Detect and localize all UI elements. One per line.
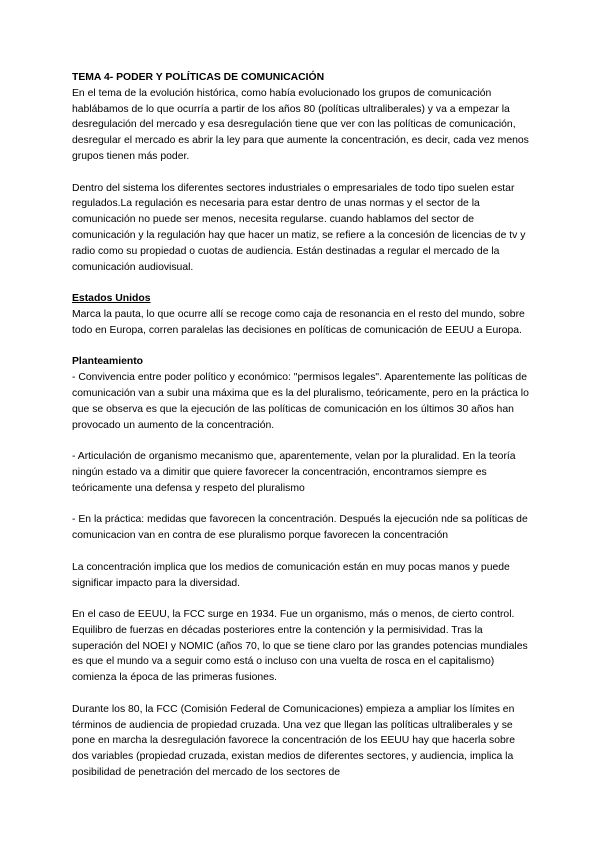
approach-heading: Planteamiento [72, 356, 144, 368]
document-page [72, 70, 534, 781]
eighties-paragraph: Durante los 80, la FCC (Comisión Federal de Comunicaciones) empieza a ampliar los límites en términos de audiencia de propiedad cruzada. Una vez que llegan las políticas ultraliberales y se pone en marcha la desregulación favorece la concentración de los EEUU hay que hacerla sobre dos variables (propiedad cruzada, existan medios de diferentes sectores, y audiencia, implica la posibilidad de penetración del mercado de los sectores de [72, 703, 516, 779]
approach-point-1: - Convivencia entre poder político y económico: "permisos legales". Aparentemente las políticas de comunicación van a subir una máxima que es la del pluralismo, teóricamente, pero en la práctica lo que se observa es que la ejecución de las políticas de comunicación en los últimos 30 años han provocado un aumento de la concentración. [72, 372, 529, 431]
concentration-paragraph: La concentración implica que los medios de comunicación están en muy pocas manos y puede significar impacto para la diversidad. [72, 561, 510, 589]
intro-paragraph: En el tema de la evolución histórica, como había evolucionado los grupos de comunicación hablábamos de lo que ocurría a partir de los años 80 (políticas ultraliberales) y va a empezar la desregulación del mercado y esa desregulación tiene que ver con las políticas de comunicación, desregular el mercado es abrir la ley para que aumente la concentración, es decir, cada vez menos grupos tienen más poder. [72, 87, 529, 162]
document-title: TEMA 4- PODER Y POLÍTICAS DE COMUNICACIÓN [72, 72, 325, 83]
approach-point-3: - En la práctica: medidas que favorecen la concentración. Después la ejecución nde sa políticas de comunicacion van en contra de ese pluralismo porque favorecen la concentración [72, 514, 528, 542]
fcc-paragraph: En el caso de EEUU, la FCC surge en 1934. Fue un organismo, más o menos, de cierto control. Equilibro de fuerzas en décadas posteriores entre la contención y la permisividad. Tras la superación del NOEI y NOMIC (años 70, lo que se tiene claro por las grandes potencias mundiales es que el mundo va a seguir como está o incluso con una vuelta de rosca en el capitalismo) comienza la época de las primeras fusiones. [72, 609, 528, 684]
approach-point-2: - Articulación de organismo mecanismo que, aparentemente, velan por la pluralidad. En la teoría ningún estado va a dimitir que quiere favorecer la concentración, encontramos siempre es teóricamente una defensa y respeto del pluralismo [72, 451, 516, 494]
usa-paragraph: Marca la pauta, lo que ocurre allí se recoge como caja de resonancia en el resto del mundo, sobre todo en Europa, corren paralelas las decisiones en políticas de comunicación de EEUU a Europa. [72, 308, 525, 336]
system-paragraph: Dentro del sistema los diferentes sectores industriales o empresariales de todo tipo suelen estar regulados.La regulación es necesaria para estar dentro de unas normas y el sector de la comunicación no puede ser menos, necesita regularse. cuando hablamos del sector de comunicación y la regulación hay que hacer un matiz, se refiere a la concesión de licencias de tv y radio como su propiedad o cuotas de audiencia. Están destinadas a regular el mercado de la comunicación audiovisual. [72, 182, 526, 273]
usa-heading: Estados Unidos [72, 293, 151, 305]
